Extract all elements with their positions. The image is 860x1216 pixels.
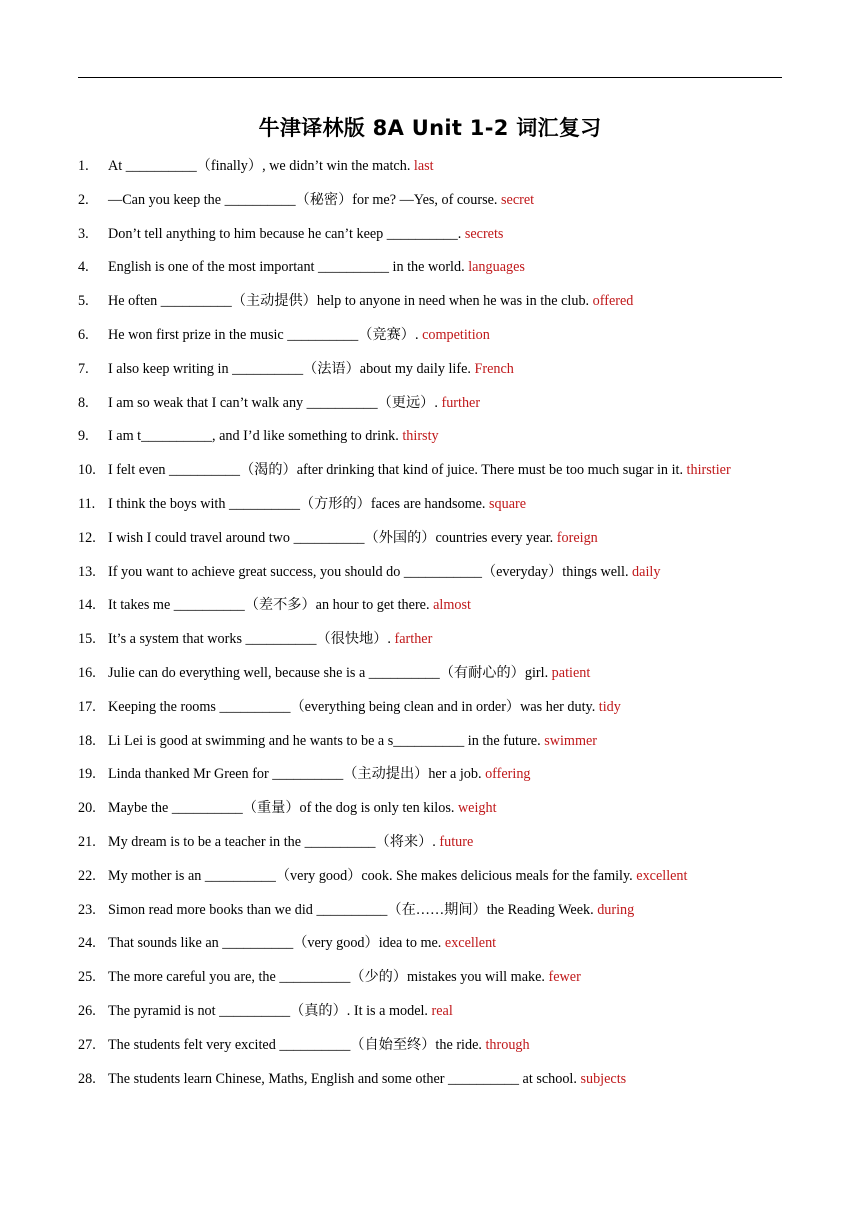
exercise-item: [78, 830, 798, 864]
item-question: He often __________（主动提供）help to anyone in need when he was in the club.: [108, 293, 590, 310]
exercise-item: [78, 762, 798, 796]
item-question: My mother is an __________（very good）cook. She makes delicious meals for the family.: [108, 867, 633, 884]
item-answer: secrets: [464, 225, 504, 242]
item-question-line: [108, 695, 621, 720]
item-number: 15.: [78, 631, 96, 648]
item-question: My dream is to be a teacher in the __________（将来）.: [108, 833, 436, 850]
item-question-line: [108, 864, 687, 889]
item-question: That sounds like an __________（very good）idea to me.: [108, 935, 442, 952]
item-question-line: [108, 289, 633, 314]
item-question: I am t__________, and I’d like something to drink.: [108, 428, 399, 445]
exercise-item: [78, 560, 798, 594]
item-number: 23.: [78, 901, 96, 918]
item-answer: thirsty: [402, 428, 439, 445]
item-question-line: [108, 796, 497, 821]
exercise-item: [78, 898, 798, 932]
item-question: The students learn Chinese, Maths, English and some other __________ at school.: [108, 1070, 577, 1087]
exercise-list: [78, 154, 798, 1100]
item-number: 8.: [78, 394, 89, 411]
item-question-line: [108, 965, 581, 990]
item-question-line: [108, 188, 534, 213]
item-question: Don’t tell anything to him because he can’t keep __________.: [108, 225, 462, 242]
item-question-line: [108, 762, 531, 787]
item-question: Maybe the __________（重量）of the dog is only ten kilos.: [108, 800, 455, 817]
item-question-line: [108, 357, 514, 382]
exercise-item: [78, 391, 798, 425]
item-answer: during: [597, 901, 635, 918]
exercise-item: [78, 729, 798, 763]
item-answer: square: [489, 495, 527, 512]
exercise-item: [78, 1033, 798, 1067]
item-number: 3.: [78, 225, 89, 242]
exercise-item: [78, 593, 798, 627]
item-number: 14.: [78, 597, 96, 614]
item-number: 12.: [78, 529, 96, 546]
exercise-item: [78, 323, 798, 357]
item-answer: further: [441, 394, 481, 411]
item-answer: weight: [457, 800, 497, 817]
exercise-item: [78, 289, 798, 323]
item-number: 16.: [78, 664, 96, 681]
exercise-item: [78, 864, 798, 898]
item-question-line: [108, 627, 432, 652]
exercise-item: [78, 965, 798, 999]
item-question-line: [108, 154, 434, 179]
item-number: 20.: [78, 800, 96, 817]
exercise-item: [78, 188, 798, 222]
item-question: The students felt very excited __________（自始至终）the ride.: [108, 1036, 482, 1053]
item-question: Linda thanked Mr Green for __________（主动提出）her a job.: [108, 766, 482, 783]
item-number: 26.: [78, 1002, 96, 1019]
item-answer: languages: [468, 259, 525, 276]
item-question-line: [108, 492, 526, 517]
exercise-item: [78, 255, 798, 289]
item-answer: through: [485, 1036, 530, 1053]
item-answer: swimmer: [544, 732, 598, 749]
item-question-line: [108, 661, 590, 686]
item-question: Li Lei is good at swimming and he wants to be a s__________ in the future.: [108, 732, 541, 749]
item-number: 17.: [78, 698, 96, 715]
item-answer: daily: [632, 563, 661, 580]
item-answer: tidy: [598, 698, 621, 715]
item-question-line: [108, 999, 453, 1024]
item-question: Keeping the rooms __________（everything being clean and in order）was her duty.: [108, 698, 596, 715]
item-number: 9.: [78, 428, 89, 445]
item-question-line: [108, 830, 473, 855]
item-number: 4.: [78, 259, 89, 276]
item-question: English is one of the most important __________ in the world.: [108, 259, 465, 276]
item-number: 18.: [78, 732, 96, 749]
item-answer: last: [413, 158, 434, 174]
exercise-item: [78, 492, 798, 526]
item-number: 28.: [78, 1070, 96, 1087]
item-answer: offering: [485, 766, 531, 783]
item-answer: almost: [433, 597, 471, 614]
item-number: 19.: [78, 766, 96, 783]
item-question: I am so weak that I can’t walk any __________（更远）.: [108, 394, 438, 411]
exercise-item: [78, 695, 798, 729]
item-number: 27.: [78, 1036, 96, 1053]
item-number: 21.: [78, 833, 96, 850]
item-number: 24.: [78, 935, 96, 952]
header-rule: [78, 77, 782, 78]
item-question: Simon read more books than we did __________（在……期间）the Reading Week.: [108, 901, 594, 918]
item-question: I wish I could travel around two __________（外国的）countries every year.: [108, 529, 554, 546]
item-question-line: [108, 1033, 530, 1058]
item-question-line: [108, 323, 490, 348]
exercise-item: [78, 627, 798, 661]
item-number: 6.: [78, 326, 89, 343]
item-answer: thirstier: [686, 462, 731, 479]
exercise-item: [78, 154, 798, 188]
item-answer: future: [439, 833, 474, 850]
item-number: 5.: [78, 293, 89, 310]
item-number: 1.: [78, 158, 89, 174]
item-answer: subjects: [580, 1070, 627, 1087]
item-question: The pyramid is not __________（真的）. It is a model.: [108, 1002, 428, 1019]
item-question: I think the boys with __________（方形的）faces are handsome.: [108, 495, 486, 512]
item-answer: offered: [592, 293, 634, 310]
item-question-line: [108, 391, 480, 416]
item-question: He won first prize in the music __________（竞赛）.: [108, 326, 419, 343]
exercise-item: [78, 796, 798, 830]
item-question: I felt even __________（渴的）after drinking that kind of juice. There must be too much sugar in it.: [108, 462, 683, 479]
exercise-item: [78, 424, 798, 458]
item-question-line: [108, 931, 496, 956]
item-number: 2.: [78, 191, 89, 208]
item-question-line: [108, 424, 439, 449]
item-question: I also keep writing in __________（法语）about my daily life.: [108, 360, 471, 377]
item-answer: French: [474, 360, 514, 377]
item-question: The more careful you are, the __________（少的）mistakes you will make.: [108, 969, 545, 986]
item-question: If you want to achieve great success, you should do ___________（everyday）things well.: [108, 563, 629, 580]
item-question-line: [108, 222, 503, 247]
item-question: —Can you keep the __________（秘密）for me? —Yes, of course.: [108, 191, 498, 208]
item-number: 10.: [78, 462, 96, 479]
item-answer: foreign: [556, 529, 598, 546]
exercise-item: [78, 357, 798, 391]
item-answer: secret: [501, 191, 535, 208]
item-question: It’s a system that works __________（很快地）.: [108, 631, 391, 648]
item-question-line: [108, 729, 597, 754]
item-answer: excellent: [444, 935, 497, 952]
item-number: 11.: [78, 495, 96, 512]
item-question-line: [108, 458, 731, 483]
item-answer: farther: [394, 631, 433, 648]
item-answer: excellent: [636, 867, 688, 884]
exercise-item: [78, 931, 798, 965]
item-number: 22.: [78, 867, 96, 884]
item-question: Julie can do everything well, because she is a __________（有耐心的）girl.: [108, 664, 549, 681]
exercise-item: [78, 526, 798, 560]
item-number: 7.: [78, 360, 89, 377]
exercise-item: [78, 999, 798, 1033]
item-question-line: [108, 593, 471, 618]
item-question-line: [108, 526, 598, 551]
item-number: 25.: [78, 969, 96, 986]
item-question-line: [108, 1067, 626, 1092]
item-answer: patient: [551, 664, 591, 681]
item-question: At __________（finally）, we didn’t win the match.: [108, 158, 411, 174]
exercise-item: [78, 661, 798, 695]
item-question: It takes me __________（差不多）an hour to get there.: [108, 597, 430, 614]
item-answer: competition: [422, 326, 490, 343]
document-title: 牛津译林版 8A Unit 1-2 词汇复习: [258, 116, 602, 140]
exercise-item: [78, 222, 798, 256]
exercise-item: [78, 1067, 798, 1101]
item-question-line: [108, 560, 660, 585]
item-answer: fewer: [548, 969, 581, 986]
exercise-item: [78, 458, 798, 492]
item-question-line: [108, 255, 525, 280]
item-number: 13.: [78, 563, 96, 580]
item-answer: real: [431, 1002, 453, 1019]
item-question-line: [108, 898, 634, 923]
